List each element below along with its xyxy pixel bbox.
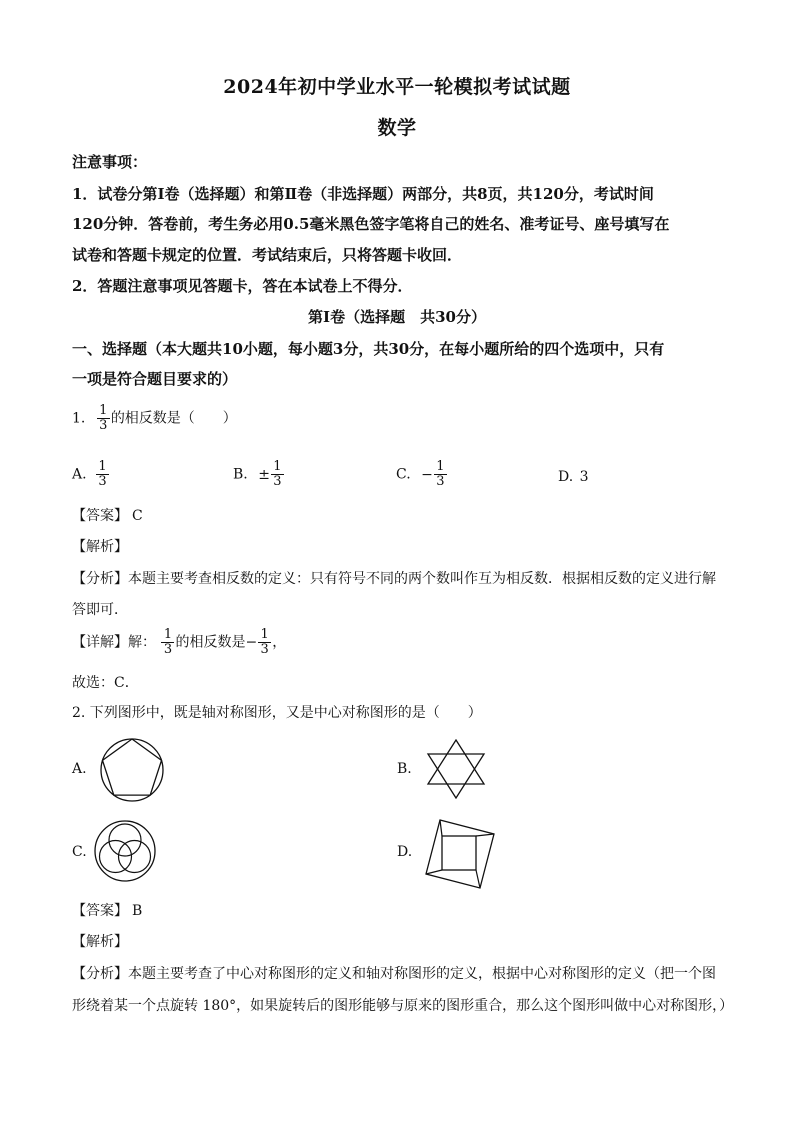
answer-value: C xyxy=(132,508,143,524)
option-a-fraction xyxy=(97,460,108,489)
option-c-num: 1 xyxy=(436,459,445,474)
section1-line-2: 一项是符合题目要求的） xyxy=(72,370,238,388)
fenxi-text: 本题主要考查相反数的定义：只有符号不同的两个数叫作互为相反数．根据相反数的定义进行解 xyxy=(128,571,716,587)
q2-option-d-label[interactable]: D. xyxy=(397,844,413,860)
q2-option-a-label[interactable]: A. xyxy=(72,761,87,777)
hexagram-figure xyxy=(424,739,488,799)
detail-minus: − xyxy=(245,634,258,651)
q1-analysis-tag: 【解析】 xyxy=(72,539,128,555)
detail-fraction-1 xyxy=(162,628,173,657)
option-a-num: 1 xyxy=(98,459,107,474)
answer-tag: 【答案】 xyxy=(72,903,128,919)
q1-fenxi-line-1 xyxy=(72,568,716,588)
q1-option-c[interactable] xyxy=(396,460,448,489)
notice-line-1: 1．试卷分第Ⅰ卷（选择题）和第Ⅱ卷（非选择题）两部分，共8页，共120分，考试时间 xyxy=(72,185,654,203)
option-a-label: A. xyxy=(72,466,87,483)
q1-option-d[interactable] xyxy=(558,469,589,485)
page-title: 2024年初中学业水平一轮模拟考试试题 xyxy=(223,76,571,98)
q2-option-b-label[interactable]: B. xyxy=(397,761,412,777)
detail-num: 1 xyxy=(163,627,173,642)
subject-title: 数学 xyxy=(377,117,417,139)
option-b-num: 1 xyxy=(273,459,282,474)
tilted-squares-figure xyxy=(424,818,504,890)
answer-tag: 【答案】 xyxy=(72,508,128,524)
option-b-plusminus: ± xyxy=(258,466,270,483)
option-c-minus: − xyxy=(421,466,433,483)
detail-lead: 解： xyxy=(128,634,156,651)
three-arcs-circle-figure xyxy=(92,818,158,884)
q2-fenxi-line-2: 形绕着某一个点旋转 180°，如果旋转后的图形能够与原来的图形重合，那么这个图形叫做中心对称图形，） xyxy=(72,998,734,1014)
detail-end: ， xyxy=(272,634,287,651)
q2-option-c-label[interactable]: C. xyxy=(72,844,87,860)
notice-line-4: 2．答题注意事项见答题卡，答在本试卷上不得分． xyxy=(72,277,413,295)
q2-fenxi-line-1 xyxy=(72,963,716,983)
option-d-value: 3 xyxy=(579,469,589,485)
q1-number: 1. xyxy=(72,410,86,427)
fenxi-tag: 【分析】 xyxy=(72,966,128,982)
option-b-fraction xyxy=(272,460,283,489)
detail-fraction-2 xyxy=(259,628,270,657)
q1-answer xyxy=(72,505,143,525)
notice-heading: 注意事项： xyxy=(72,153,148,171)
detail-den-2: 3 xyxy=(260,642,269,657)
answer-value: B xyxy=(132,903,143,919)
section1-line-1: 一、选择题（本大题共10小题，每小题3分，共30分，在每小题所给的四个选项中，只有 xyxy=(72,340,665,358)
option-c-den: 3 xyxy=(436,474,445,489)
part1-heading: 第Ⅰ卷（选择题 共30分） xyxy=(308,308,486,326)
option-c-fraction xyxy=(435,460,446,489)
option-d-label: D. xyxy=(558,469,574,485)
notice-line-2: 120分钟．答卷前，考生务必用0.5毫米黑色签字笔将自己的姓名、准考证号、座号填写在 xyxy=(72,215,670,233)
notice-line-3: 试卷和答题卡规定的位置．考试结束后，只将答题卡收回． xyxy=(72,246,463,264)
q1-fenxi-line-2: 答即可． xyxy=(72,602,128,618)
q1-frac-denominator: 3 xyxy=(99,418,108,433)
detail-mid: 的相反数是 xyxy=(175,634,246,651)
q1-stem xyxy=(72,404,237,433)
q1-fraction xyxy=(98,404,109,433)
q1-option-b[interactable] xyxy=(233,460,285,489)
q1-frac-numerator: 1 xyxy=(99,403,108,418)
detail-den: 3 xyxy=(163,642,173,657)
option-b-label: B. xyxy=(233,466,248,483)
q2-stem: 2. 下列图形中，既是轴对称图形，又是中心对称图形的是（ ） xyxy=(72,705,482,721)
fenxi-text: 本题主要考查了中心对称图形的定义和轴对称图形的定义，根据中心对称图形的定义（把一个图 xyxy=(128,966,716,982)
q1-stem-text: 的相反数是（ ） xyxy=(110,410,237,427)
fenxi-tag: 【分析】 xyxy=(72,571,128,587)
q2-analysis-tag: 【解析】 xyxy=(72,934,128,950)
q1-choose: 故选：C． xyxy=(72,675,139,691)
pentagon-in-circle-figure xyxy=(98,736,166,804)
detail-num-2: 1 xyxy=(260,627,269,642)
option-b-den: 3 xyxy=(273,474,282,489)
q2-answer xyxy=(72,900,142,920)
q1-option-a[interactable] xyxy=(72,460,110,489)
option-c-label: C. xyxy=(396,466,411,483)
option-a-den: 3 xyxy=(98,474,107,489)
detail-tag: 【详解】 xyxy=(72,634,128,651)
q1-detail xyxy=(72,628,286,657)
